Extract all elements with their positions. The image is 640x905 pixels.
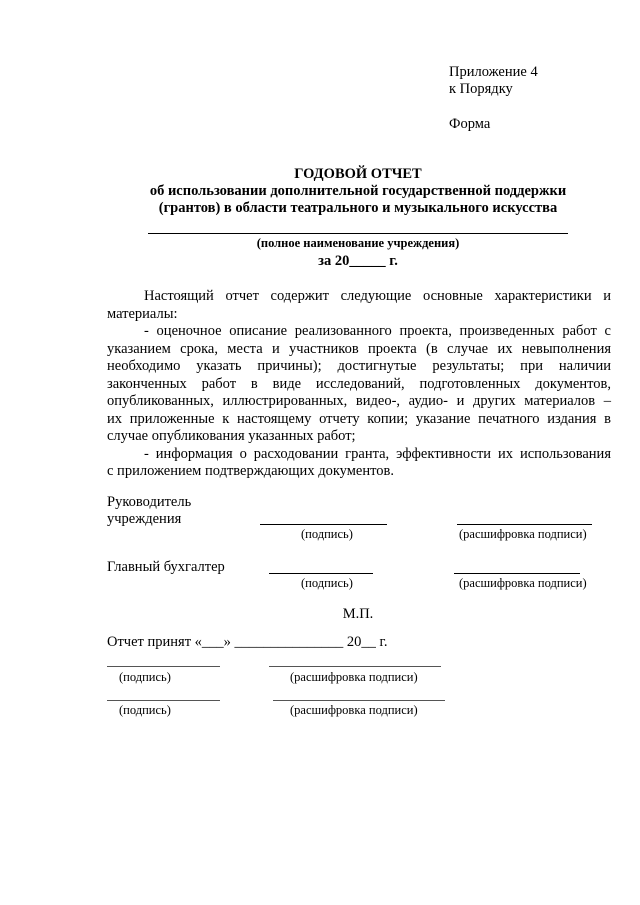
- body-line: - оценочное описание реализованного проекта, произведенных работ с: [144, 323, 611, 339]
- body-line: материалы:: [107, 305, 178, 322]
- acceptor2-signature-line: [107, 700, 220, 701]
- body-line: опубликованных, иллюстрированных, видео-, аудио- и других материалов –: [107, 393, 611, 409]
- report-year: за 20_____ г.: [318, 253, 398, 269]
- appendix-label: Приложение 4: [449, 64, 538, 80]
- order-label: к Порядку: [449, 81, 513, 97]
- report-subtitle-line2: (грантов) в области театрального и музыкального искусства: [158, 200, 558, 216]
- acceptor1-decoding-caption: (расшифровка подписи): [290, 670, 418, 684]
- report-title: ГОДОВОЙ ОТЧЕТ: [294, 166, 422, 182]
- acceptor1-decoding-line: [269, 666, 441, 667]
- body-line: указанием срока, места и участников проекта (в случае их невыполнения: [107, 340, 611, 357]
- body-line: случае опубликования указанных работ;: [107, 428, 356, 444]
- acceptor2-decoding-line: [273, 700, 445, 701]
- institution-name-line: [148, 233, 568, 234]
- stamp-label: М.П.: [342, 606, 374, 622]
- accountant-decoding-caption: (расшифровка подписи): [459, 576, 587, 590]
- acceptor1-signature-line: [107, 666, 220, 667]
- accountant-label: Главный бухгалтер: [107, 559, 225, 575]
- head-label-line1: Руководитель: [107, 494, 192, 510]
- head-decoding-caption: (расшифровка подписи): [459, 527, 587, 541]
- body-line: их приложенные к настоящему отчету копии; указание печатного издания в: [107, 410, 611, 427]
- head-signature-line: [260, 524, 387, 525]
- accountant-signature-caption: (подпись): [301, 576, 353, 590]
- report-accepted-line: Отчет принят «___» _______________ 20__ г.: [107, 634, 388, 650]
- accountant-decoding-line: [454, 573, 580, 574]
- body-line: необходимо указать причины); достигнутые результаты; при наличии: [107, 358, 611, 374]
- body-line: законченных работ в виде исследований, подготовленных документов,: [107, 375, 611, 392]
- acceptor1-signature-caption: (подпись): [119, 670, 171, 684]
- body-line: - информация о расходовании гранта, эффективности их использования: [144, 445, 611, 462]
- head-signature-caption: (подпись): [301, 527, 353, 541]
- report-subtitle-line1: об использовании дополнительной государственной поддержки: [149, 183, 567, 199]
- head-label-line2: учреждения: [107, 511, 182, 527]
- body-line: Настоящий отчет содержит следующие основные характеристики и: [144, 288, 611, 304]
- acceptor2-decoding-caption: (расшифровка подписи): [290, 703, 418, 717]
- form-label: Форма: [449, 116, 491, 132]
- accountant-signature-line: [269, 573, 373, 574]
- body-line: с приложением подтверждающих документов.: [107, 463, 394, 479]
- report-body: [107, 288, 611, 481]
- institution-caption: (полное наименование учреждения): [256, 236, 460, 250]
- head-decoding-line: [457, 524, 592, 525]
- acceptor2-signature-caption: (подпись): [119, 703, 171, 717]
